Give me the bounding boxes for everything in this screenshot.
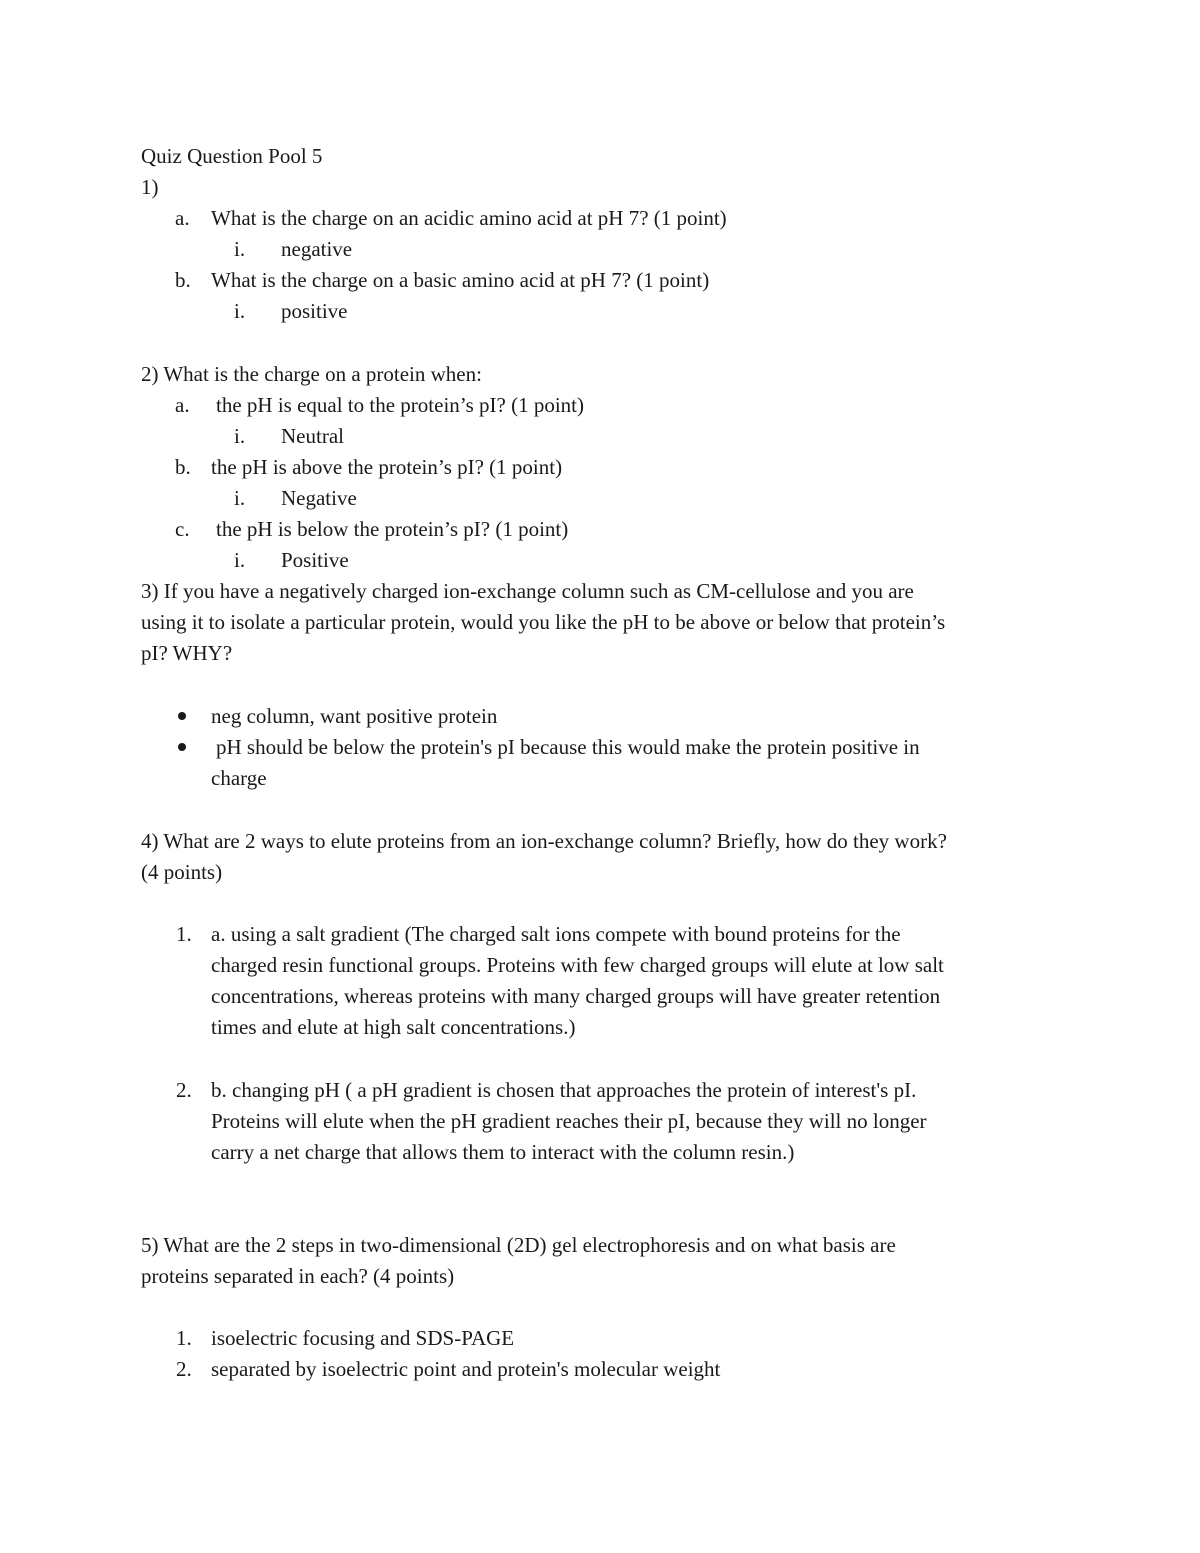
q2-b-answer: Negative: [281, 486, 357, 510]
q4-item-2-line-3: carry a net charge that allows them to interact with the column resin.): [211, 1140, 795, 1164]
q2-b-marker: b.: [175, 455, 191, 479]
q1-a-answer-marker: i.: [234, 237, 246, 261]
bullet-icon: [178, 743, 186, 751]
q2-c-answer: Positive: [281, 548, 349, 572]
question-5-line-2: proteins separated in each? (4 points): [141, 1264, 455, 1288]
q5-item-2-marker: 2.: [176, 1357, 192, 1381]
q1-b-answer-marker: i.: [234, 299, 246, 323]
q1-a-answer: negative: [281, 237, 353, 261]
q3-bullet-2-line-1: pH should be below the protein's pI because this would make the protein positive in: [216, 735, 920, 759]
q4-item-1-line-1: a. using a salt gradient (The charged salt ions compete with bound proteins for the: [211, 922, 901, 946]
q4-item-1-line-3: concentrations, whereas proteins with many charged groups will have greater retention: [211, 984, 941, 1008]
q4-item-1-line-2: charged resin functional groups. Proteins with few charged groups will elute at low salt: [211, 953, 944, 977]
question-2-text: 2) What is the charge on a protein when:: [141, 362, 482, 386]
q4-item-2-line-2: Proteins will elute when the pH gradient reaches their pI, because they will no longer: [211, 1109, 927, 1133]
page-title: Quiz Question Pool 5: [141, 144, 323, 168]
question-3-line-2: using it to isolate a particular protein, would you like the pH to be above or below that protein’s: [141, 610, 946, 634]
q5-item-1: isoelectric focusing and SDS-PAGE: [211, 1326, 515, 1350]
question-4-line-1: 4) What are 2 ways to elute proteins from an ion-exchange column? Briefly, how do they work?: [141, 829, 947, 853]
q1-a-text: What is the charge on an acidic amino acid at pH 7? (1 point): [211, 206, 727, 230]
question-3-line-1: 3) If you have a negatively charged ion-exchange column such as CM-cellulose and you are: [141, 579, 914, 603]
bullet-icon: [178, 712, 186, 720]
q3-bullet-1: neg column, want positive protein: [211, 704, 498, 728]
q2-a-answer-marker: i.: [234, 424, 246, 448]
q2-a-marker: a.: [175, 393, 190, 417]
q2-a-text: the pH is equal to the protein’s pI? (1 point): [216, 393, 585, 417]
q2-b-text: the pH is above the protein’s pI? (1 point): [211, 455, 563, 479]
q2-c-answer-marker: i.: [234, 548, 246, 572]
q2-a-answer: Neutral: [281, 424, 344, 448]
q1-b-answer: positive: [281, 299, 348, 323]
q4-item-2-line-1: b. changing pH ( a pH gradient is chosen that approaches the protein of interest's pI.: [211, 1078, 917, 1102]
question-3-line-3: pI? WHY?: [141, 641, 233, 665]
q2-c-marker: c.: [175, 517, 190, 541]
q5-item-2: separated by isoelectric point and protein's molecular weight: [211, 1357, 721, 1381]
q2-b-answer-marker: i.: [234, 486, 246, 510]
question-5-line-1: 5) What are the 2 steps in two-dimensional (2D) gel electrophoresis and on what basis are: [141, 1233, 896, 1257]
q4-item-2-marker: 2.: [176, 1078, 192, 1102]
question-1-number: 1): [141, 175, 159, 199]
q2-c-text: the pH is below the protein’s pI? (1 point): [216, 517, 569, 541]
q4-item-1-marker: 1.: [176, 922, 192, 946]
q3-bullet-2-line-2: charge: [211, 766, 267, 790]
q5-item-1-marker: 1.: [176, 1326, 192, 1350]
q1-b-text: What is the charge on a basic amino acid at pH 7? (1 point): [211, 268, 710, 292]
q4-item-1-line-4: times and elute at high salt concentrations.): [211, 1015, 576, 1039]
question-4-line-2: (4 points): [141, 860, 223, 884]
q1-a-marker: a.: [175, 206, 190, 230]
q1-b-marker: b.: [175, 268, 191, 292]
